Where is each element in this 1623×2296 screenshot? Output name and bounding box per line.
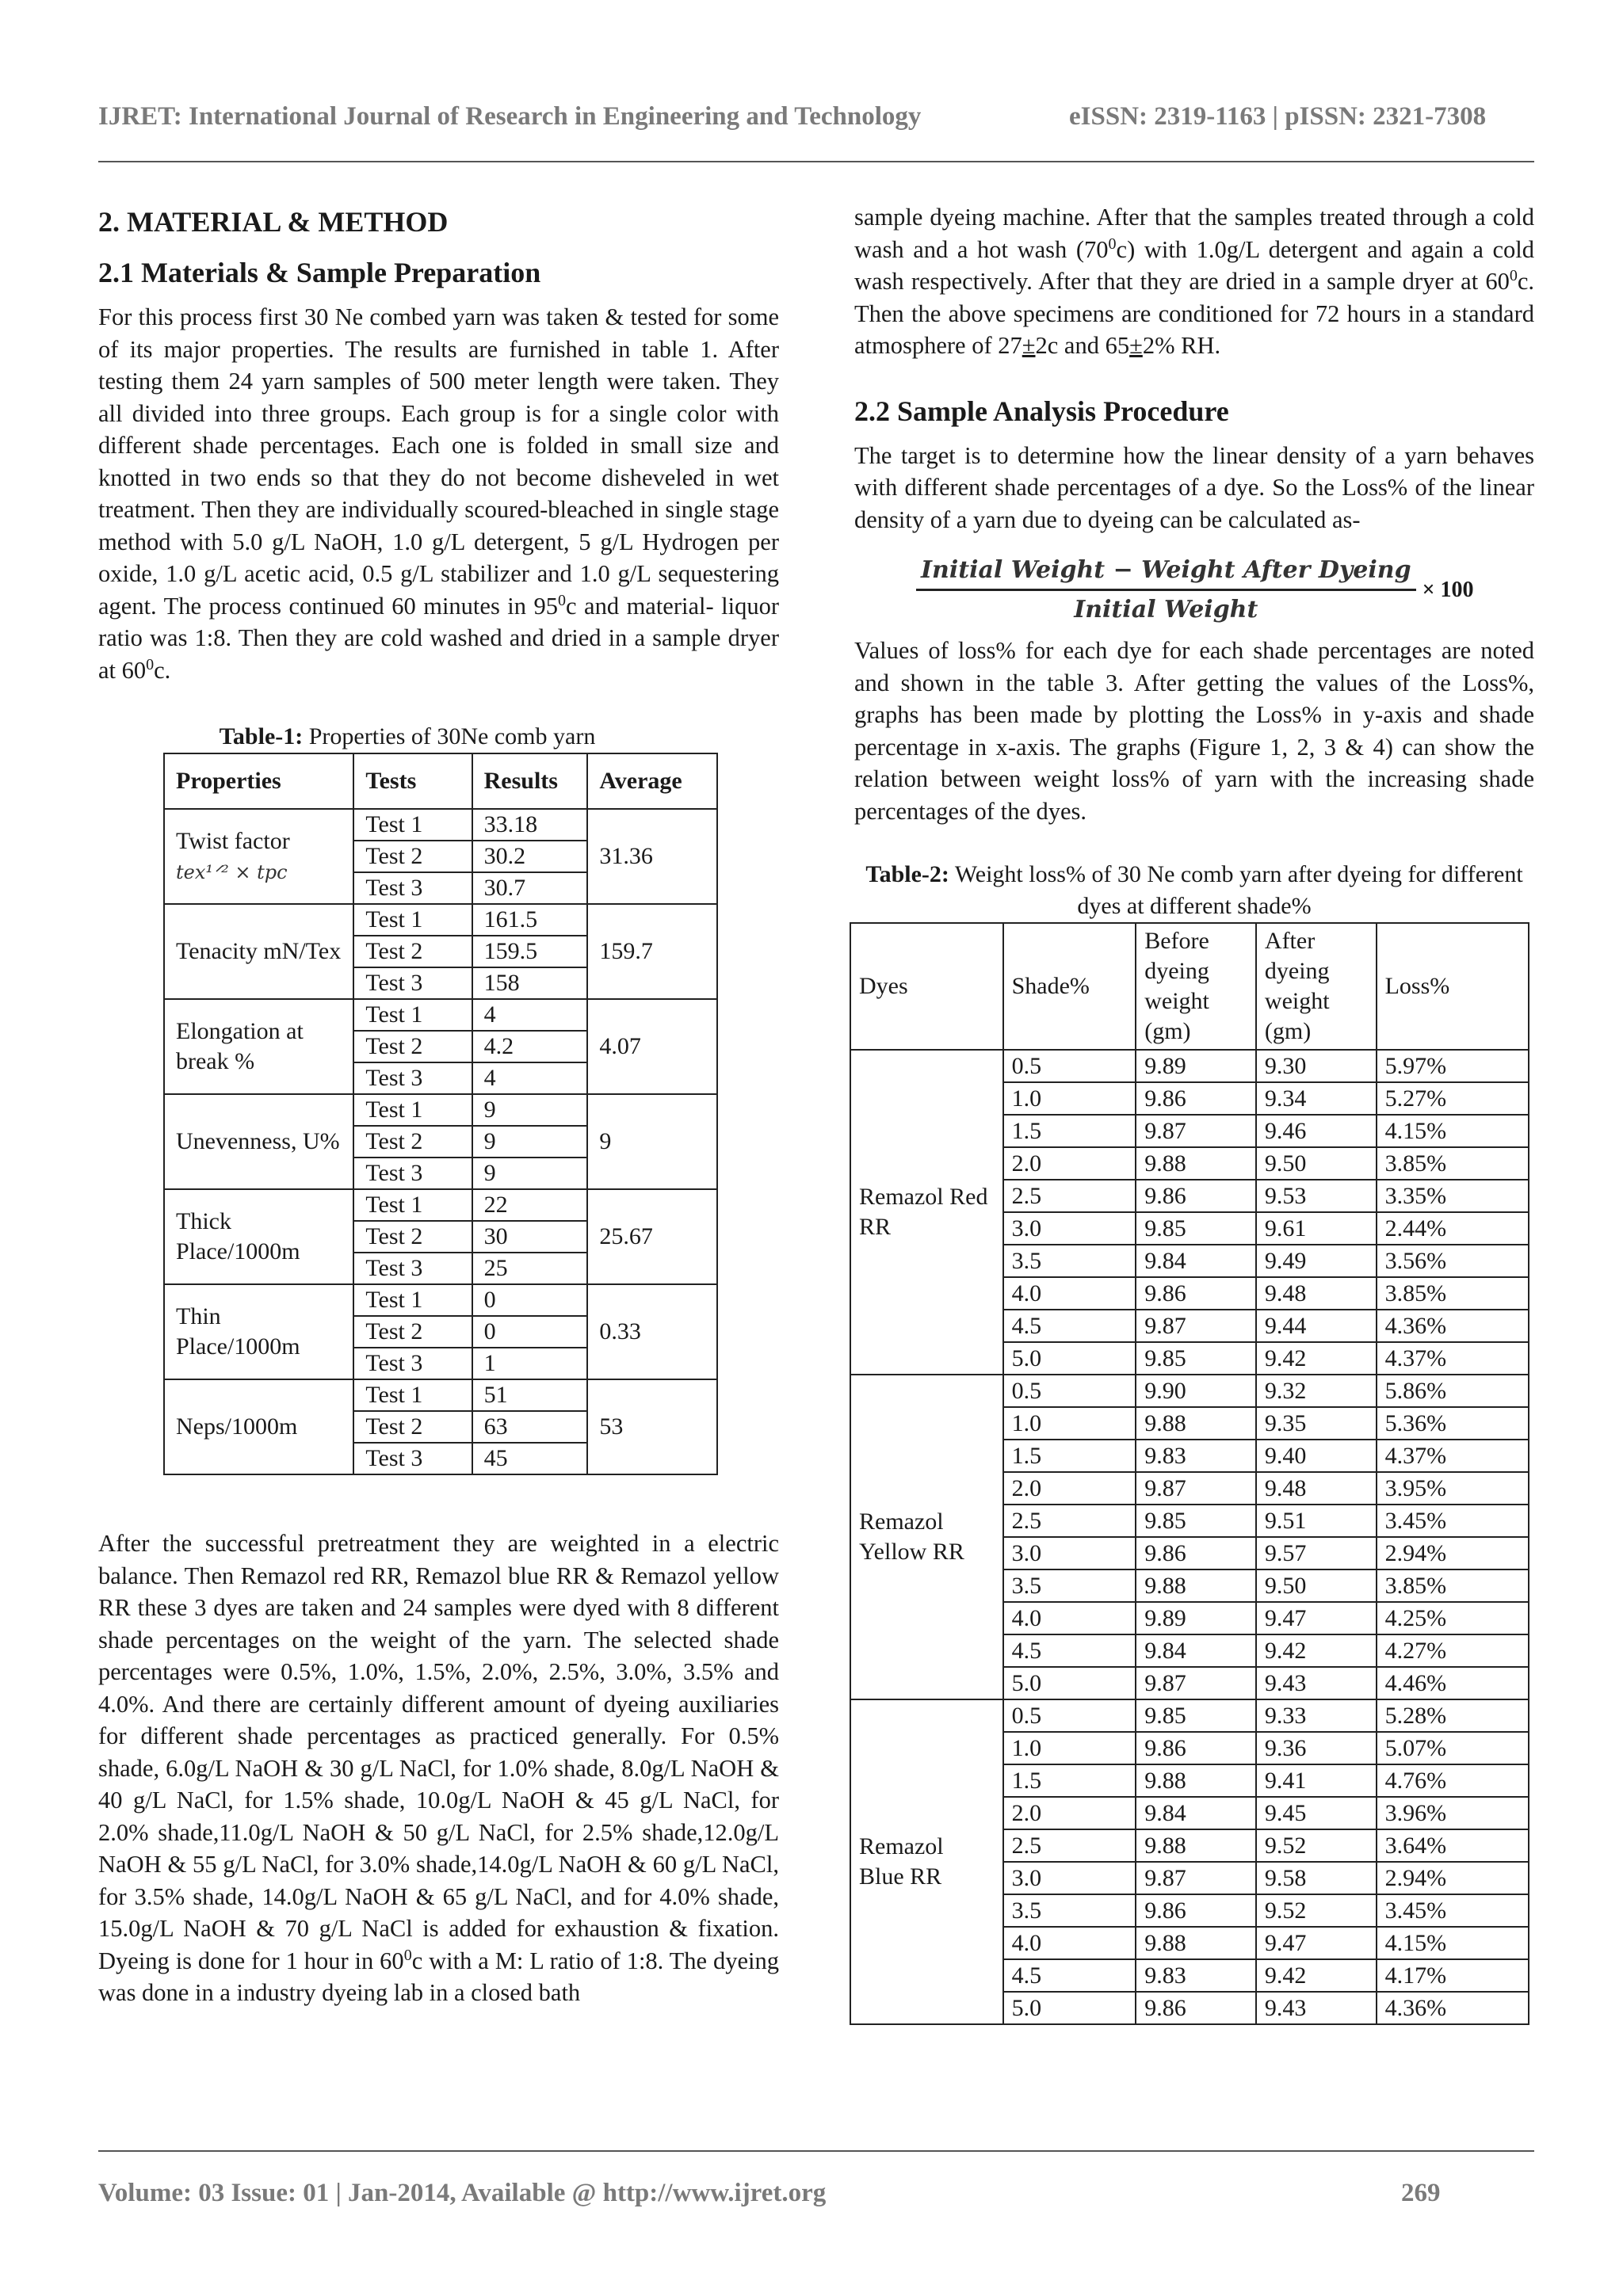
test-cell: Test 3: [353, 1443, 472, 1474]
property-label: Twist factor: [176, 827, 290, 854]
result-cell: 4: [472, 1062, 588, 1094]
loss-cell: 2.94%: [1377, 1862, 1529, 1894]
result-cell: 30: [472, 1221, 588, 1253]
test-cell: Test 1: [353, 1189, 472, 1221]
test-cell: Test 3: [353, 872, 472, 904]
twist-formula: tex¹ᐟ² × tpc: [176, 860, 288, 883]
after-weight-cell: 9.47: [1256, 1602, 1377, 1634]
test-cell: Test 2: [353, 1126, 472, 1158]
after-weight-cell: 9.47: [1256, 1927, 1377, 1959]
result-cell: 9: [472, 1126, 588, 1158]
shade-cell: 4.0: [1003, 1277, 1136, 1310]
property-label: Thin Place/1000m: [176, 1303, 300, 1360]
para-dyeing: After the successful pretreatment they are weighted in a electric balance. Then Remazol red RR, Remazol blue RR & Remazol yellow RR these 3 dyes are taken and 24 samples were dyed with 8 different shade percentages on the weight of the yarn. The selected shade percentages were 0.5%, 1.0%, 1.5%, 2.0%, 2.5%, 3.0%, 3.5% and 4.0%. And there are certainly different amount of dyeing auxiliaries for different shade percentages as practiced generally. For 0.5% shade, 6.0g/L NaOH & 30 g/L NaCl, for 1.0% shade, 8.0g/L NaOH & 40 g/L NaCl, for 1.5% shade, 10.0g/L NaOH & 45 g/L NaCl, for 2.0% shade,11.0g/L NaOH & 50 g/L NaCl, for 2.5% shade,12.0g/L NaOH & 55 g/L NaCl, for 3.0% shade,14.0g/L NaOH & 60 g/L NaCl, for 3.5% shade, 14.0g/L NaOH & 65 g/L NaCl, and for 4.0% shade, 15.0g/L NaOH & 70 g/L NaCl is added for exhaustion & fixation. Dyeing is done for 1 hour in $60^0c$ with a M: L ratio of 1:8. The dyeing was done in a industry dyeing lab in a closed bath: [98, 1530, 779, 2006]
before-weight-cell: 9.86: [1136, 1082, 1256, 1115]
test-cell: Test 1: [353, 809, 472, 841]
before-weight-cell: 9.83: [1136, 1959, 1256, 1992]
table1-row: [164, 1189, 717, 1221]
result-cell: 0: [472, 1284, 588, 1316]
result-cell: 30.2: [472, 841, 588, 872]
property-label: Unevenness, U%: [176, 1128, 340, 1154]
loss-cell: 3.96%: [1377, 1797, 1529, 1829]
para-analysis: The target is to determine how the linear density of a yarn behaves with different shade percentages of a dye. So the Loss% of the linear density of a yarn due to dyeing can be calculated as-: [854, 441, 1534, 533]
table-properties: [163, 753, 718, 1475]
table2-row: [850, 1050, 1529, 1082]
result-cell: 25: [472, 1253, 588, 1284]
test-cell: Test 2: [353, 1316, 472, 1348]
dye-cell: Remazol Red RR: [850, 1050, 1003, 1375]
loss-cell: 3.45%: [1377, 1894, 1529, 1927]
after-weight-cell: 9.49: [1256, 1245, 1377, 1277]
shade-cell: 3.5: [1003, 1569, 1136, 1602]
loss-cell: 4.15%: [1377, 1115, 1529, 1147]
result-cell: 9: [472, 1158, 588, 1189]
after-weight-cell: 9.43: [1256, 1992, 1377, 2024]
table1-row: [164, 1379, 717, 1411]
average-cell: 53: [587, 1379, 717, 1474]
before-weight-cell: 9.86: [1136, 1894, 1256, 1927]
shade-cell: 0.5: [1003, 1375, 1136, 1407]
table2-header: Dyes: [850, 923, 1003, 1050]
table1-header: Average: [587, 753, 717, 809]
table1-header: Properties: [164, 753, 353, 809]
shade-cell: 3.0: [1003, 1212, 1136, 1245]
property-cell: [164, 1284, 353, 1379]
loss-cell: 5.86%: [1377, 1375, 1529, 1407]
loss-cell: 2.44%: [1377, 1212, 1529, 1245]
result-cell: 51: [472, 1379, 588, 1411]
before-weight-cell: 9.87: [1136, 1310, 1256, 1342]
loss-cell: 5.27%: [1377, 1082, 1529, 1115]
before-weight-cell: 9.89: [1136, 1602, 1256, 1634]
before-weight-cell: 9.88: [1136, 1829, 1256, 1862]
result-cell: 4.2: [472, 1031, 588, 1062]
before-weight-cell: 9.88: [1136, 1569, 1256, 1602]
after-weight-cell: 9.52: [1256, 1894, 1377, 1927]
before-weight-cell: 9.90: [1136, 1375, 1256, 1407]
shade-cell: 4.5: [1003, 1959, 1136, 1992]
shade-cell: 5.0: [1003, 1667, 1136, 1699]
loss-cell: 3.35%: [1377, 1180, 1529, 1212]
shade-cell: 3.0: [1003, 1537, 1136, 1569]
after-weight-cell: 9.36: [1256, 1732, 1377, 1764]
para-washing: sample dyeing machine. After that the samples treated through a cold wash and a hot wash $(70^0c)$ with 1.0g/L detergent and again a cold wash respectively. After that they are dried in a sample dryer at $60^0c$. Then the above specimens are conditioned for 72 hours in a standard atmosphere of 27±2c and 65±2% RH.: [854, 204, 1534, 359]
table2-header: Loss%: [1377, 923, 1529, 1050]
table1-row: [164, 904, 717, 936]
loss-cell: 3.85%: [1377, 1147, 1529, 1180]
after-weight-cell: 9.30: [1256, 1050, 1377, 1082]
loss-cell: 4.76%: [1377, 1764, 1529, 1797]
loss-cell: 3.45%: [1377, 1505, 1529, 1537]
before-weight-cell: 9.88: [1136, 1764, 1256, 1797]
after-weight-cell: 9.43: [1256, 1667, 1377, 1699]
shade-cell: 2.5: [1003, 1829, 1136, 1862]
test-cell: Test 2: [353, 1221, 472, 1253]
result-cell: 161.5: [472, 904, 588, 936]
after-weight-cell: 9.58: [1256, 1862, 1377, 1894]
issn: eISSN: 2319-1163 | pISSN: 2321-7308: [1069, 102, 1487, 131]
before-weight-cell: 9.86: [1136, 1992, 1256, 2024]
table2-header: Shade%: [1003, 923, 1136, 1050]
dye-cell: Remazol Yellow RR: [850, 1375, 1003, 1699]
footer-volume: Volume: 03 Issue: 01 | Jan-2014, Available @ http://www.ijret.org: [98, 2179, 827, 2207]
after-weight-cell: 9.35: [1256, 1407, 1377, 1440]
average-cell: 4.07: [587, 999, 717, 1094]
loss-cell: 5.97%: [1377, 1050, 1529, 1082]
result-cell: 0: [472, 1316, 588, 1348]
test-cell: Test 2: [353, 1031, 472, 1062]
property-cell: [164, 1379, 353, 1474]
test-cell: Test 3: [353, 1253, 472, 1284]
after-weight-cell: 9.52: [1256, 1829, 1377, 1862]
formula-numerator: Initial Weight − Weight After Dyeing: [916, 556, 1416, 591]
loss-cell: 4.36%: [1377, 1992, 1529, 2024]
shade-cell: 5.0: [1003, 1992, 1136, 2024]
loss-formula: [854, 556, 1534, 624]
result-cell: 30.7: [472, 872, 588, 904]
shade-cell: 0.5: [1003, 1050, 1136, 1082]
shade-cell: 3.0: [1003, 1862, 1136, 1894]
test-cell: Test 3: [353, 1158, 472, 1189]
shade-cell: 3.5: [1003, 1894, 1136, 1927]
after-weight-cell: 9.42: [1256, 1959, 1377, 1992]
loss-cell: 4.37%: [1377, 1440, 1529, 1472]
before-weight-cell: 9.85: [1136, 1212, 1256, 1245]
property-cell: [164, 1189, 353, 1284]
loss-cell: 4.37%: [1377, 1342, 1529, 1375]
after-weight-cell: 9.53: [1256, 1180, 1377, 1212]
left-column: [98, 198, 779, 2009]
before-weight-cell: 9.88: [1136, 1147, 1256, 1180]
test-cell: Test 2: [353, 1411, 472, 1443]
right-column: [854, 198, 1534, 2025]
after-weight-cell: 9.41: [1256, 1764, 1377, 1797]
after-weight-cell: 9.42: [1256, 1342, 1377, 1375]
loss-cell: 3.85%: [1377, 1277, 1529, 1310]
shade-cell: 2.5: [1003, 1180, 1136, 1212]
after-weight-cell: 9.33: [1256, 1699, 1377, 1732]
table2-row: [850, 1699, 1529, 1732]
shade-cell: 1.5: [1003, 1764, 1136, 1797]
property-cell: [164, 1094, 353, 1189]
loss-cell: 4.36%: [1377, 1310, 1529, 1342]
shade-cell: 4.5: [1003, 1310, 1136, 1342]
before-weight-cell: 9.84: [1136, 1797, 1256, 1829]
before-weight-cell: 9.87: [1136, 1472, 1256, 1505]
before-weight-cell: 9.84: [1136, 1245, 1256, 1277]
loss-cell: 3.64%: [1377, 1829, 1529, 1862]
table2-row: [850, 1375, 1529, 1407]
loss-cell: 4.27%: [1377, 1634, 1529, 1667]
loss-cell: 2.94%: [1377, 1537, 1529, 1569]
before-weight-cell: 9.86: [1136, 1732, 1256, 1764]
average-cell: 31.36: [587, 809, 717, 904]
test-cell: Test 2: [353, 841, 472, 872]
table2-header: After dyeing weight (gm): [1256, 923, 1377, 1050]
formula-denominator: Initial Weight: [1074, 596, 1258, 624]
result-cell: 158: [472, 967, 588, 999]
shade-cell: 4.0: [1003, 1927, 1136, 1959]
property-label: Elongation at break %: [176, 1018, 304, 1074]
average-cell: 9: [587, 1094, 717, 1189]
before-weight-cell: 9.86: [1136, 1277, 1256, 1310]
table1-row: [164, 1284, 717, 1316]
table2-header: Before dyeing weight (gm): [1136, 923, 1256, 1050]
after-weight-cell: 9.42: [1256, 1634, 1377, 1667]
shade-cell: 5.0: [1003, 1342, 1136, 1375]
shade-cell: 4.5: [1003, 1634, 1136, 1667]
property-cell: [164, 904, 353, 999]
loss-cell: 5.07%: [1377, 1732, 1529, 1764]
result-cell: 4: [472, 999, 588, 1031]
para-values: Values of loss% for each dye for each shade percentages are noted and shown in the table 3. After getting the values of the Loss%, graphs has been made by plotting the Loss% in y-axis and shade percentage in x-axis. The graphs (Figure 1, 2, 3 & 4) can show the relation between weight loss% of yarn with the increasing shade percentages of the dyes.: [854, 637, 1534, 825]
property-label: Thick Place/1000m: [176, 1208, 300, 1264]
before-weight-cell: 9.88: [1136, 1927, 1256, 1959]
loss-cell: 5.36%: [1377, 1407, 1529, 1440]
after-weight-cell: 9.40: [1256, 1440, 1377, 1472]
loss-cell: 4.17%: [1377, 1959, 1529, 1992]
section-title: 2. MATERIAL & METHOD: [98, 206, 449, 238]
loss-cell: 3.56%: [1377, 1245, 1529, 1277]
table1-row: [164, 1094, 717, 1126]
footer-rule: [98, 2150, 1534, 2152]
result-cell: 63: [472, 1411, 588, 1443]
table-weight-loss: [850, 922, 1529, 2025]
table2-caption: Table-2: Weight loss% of 30 Ne comb yarn after dyeing for different dyes at different shade%: [865, 861, 1523, 919]
loss-cell: 3.85%: [1377, 1569, 1529, 1602]
loss-cell: 4.15%: [1377, 1927, 1529, 1959]
table1-caption: Table-1: Properties of 30Ne comb yarn: [219, 723, 596, 749]
result-cell: 9: [472, 1094, 588, 1126]
before-weight-cell: 9.87: [1136, 1862, 1256, 1894]
before-weight-cell: 9.89: [1136, 1050, 1256, 1082]
after-weight-cell: 9.34: [1256, 1082, 1377, 1115]
para-materials: For this process first 30 Ne combed yarn was taken & tested for some of its major properties. The results are furnished in table 1. After testing them 24 yarn samples of 500 meter length were taken. They all divided into three groups. Each group is for a single color with different shade percentages. Each one is folded in small size and knotted in two ends so that they do not become disheveled in wet treatment. Then they are individually scoured-bleached in single stage method with 5.0 g/L NaOH, 1.0 g/L detergent, 5 g/L Hydrogen per oxide, 1.0 g/L acetic acid, 0.5 g/L stabilizer and 1.0 g/L sequestering agent. The process continued 60 minutes in $95^0c$ and material- liquor ratio was 1:8. Then they are cold washed and dried in a sample dryer at $60^0c$.: [98, 303, 779, 684]
before-weight-cell: 9.85: [1136, 1342, 1256, 1375]
property-label: Tenacity mN/Tex: [176, 938, 342, 964]
after-weight-cell: 9.48: [1256, 1277, 1377, 1310]
before-weight-cell: 9.88: [1136, 1407, 1256, 1440]
average-cell: 0.33: [587, 1284, 717, 1379]
shade-cell: 1.0: [1003, 1082, 1136, 1115]
after-weight-cell: 9.46: [1256, 1115, 1377, 1147]
test-cell: Test 1: [353, 1284, 472, 1316]
test-cell: Test 2: [353, 936, 472, 967]
test-cell: Test 3: [353, 1348, 472, 1379]
shade-cell: 1.5: [1003, 1440, 1136, 1472]
table1-row: [164, 809, 717, 841]
shade-cell: 2.0: [1003, 1147, 1136, 1180]
shade-cell: 0.5: [1003, 1699, 1136, 1732]
loss-cell: 4.46%: [1377, 1667, 1529, 1699]
before-weight-cell: 9.87: [1136, 1667, 1256, 1699]
shade-cell: 1.0: [1003, 1732, 1136, 1764]
shade-cell: 3.5: [1003, 1245, 1136, 1277]
before-weight-cell: 9.86: [1136, 1180, 1256, 1212]
property-cell: [164, 809, 353, 904]
after-weight-cell: 9.57: [1256, 1537, 1377, 1569]
before-weight-cell: 9.85: [1136, 1699, 1256, 1732]
loss-cell: 4.25%: [1377, 1602, 1529, 1634]
subsection-title: 2.1 Materials & Sample Preparation: [98, 257, 541, 288]
after-weight-cell: 9.48: [1256, 1472, 1377, 1505]
journal-title: IJRET: International Journal of Research in Engineering and Technology: [98, 102, 922, 131]
shade-cell: 1.0: [1003, 1407, 1136, 1440]
before-weight-cell: 9.86: [1136, 1537, 1256, 1569]
result-cell: 45: [472, 1443, 588, 1474]
result-cell: 159.5: [472, 936, 588, 967]
before-weight-cell: 9.85: [1136, 1505, 1256, 1537]
page-number: 269: [1401, 2179, 1441, 2207]
result-cell: 33.18: [472, 809, 588, 841]
dye-cell: Remazol Blue RR: [850, 1699, 1003, 2024]
result-cell: 1: [472, 1348, 588, 1379]
shade-cell: 2.5: [1003, 1505, 1136, 1537]
property-cell: [164, 999, 353, 1094]
after-weight-cell: 9.61: [1256, 1212, 1377, 1245]
property-label: Neps/1000m: [176, 1413, 298, 1440]
table1-header: Results: [472, 753, 588, 809]
before-weight-cell: 9.84: [1136, 1634, 1256, 1667]
average-cell: 159.7: [587, 904, 717, 999]
shade-cell: 4.0: [1003, 1602, 1136, 1634]
after-weight-cell: 9.32: [1256, 1375, 1377, 1407]
test-cell: Test 3: [353, 1062, 472, 1094]
test-cell: Test 1: [353, 904, 472, 936]
loss-cell: 5.28%: [1377, 1699, 1529, 1732]
after-weight-cell: 9.50: [1256, 1147, 1377, 1180]
test-cell: Test 1: [353, 1379, 472, 1411]
table1-header: Tests: [353, 753, 472, 809]
shade-cell: 1.5: [1003, 1115, 1136, 1147]
shade-cell: 2.0: [1003, 1797, 1136, 1829]
formula-factor: × 100: [1422, 577, 1474, 602]
test-cell: Test 1: [353, 999, 472, 1031]
before-weight-cell: 9.83: [1136, 1440, 1256, 1472]
after-weight-cell: 9.45: [1256, 1797, 1377, 1829]
shade-cell: 2.0: [1003, 1472, 1136, 1505]
header-rule: [98, 161, 1534, 162]
test-cell: Test 3: [353, 967, 472, 999]
average-cell: 25.67: [587, 1189, 717, 1284]
loss-cell: 3.95%: [1377, 1472, 1529, 1505]
table1-row: [164, 999, 717, 1031]
result-cell: 22: [472, 1189, 588, 1221]
after-weight-cell: 9.51: [1256, 1505, 1377, 1537]
after-weight-cell: 9.50: [1256, 1569, 1377, 1602]
test-cell: Test 1: [353, 1094, 472, 1126]
subsection-analysis-title: 2.2 Sample Analysis Procedure: [854, 395, 1229, 427]
after-weight-cell: 9.44: [1256, 1310, 1377, 1342]
before-weight-cell: 9.87: [1136, 1115, 1256, 1147]
